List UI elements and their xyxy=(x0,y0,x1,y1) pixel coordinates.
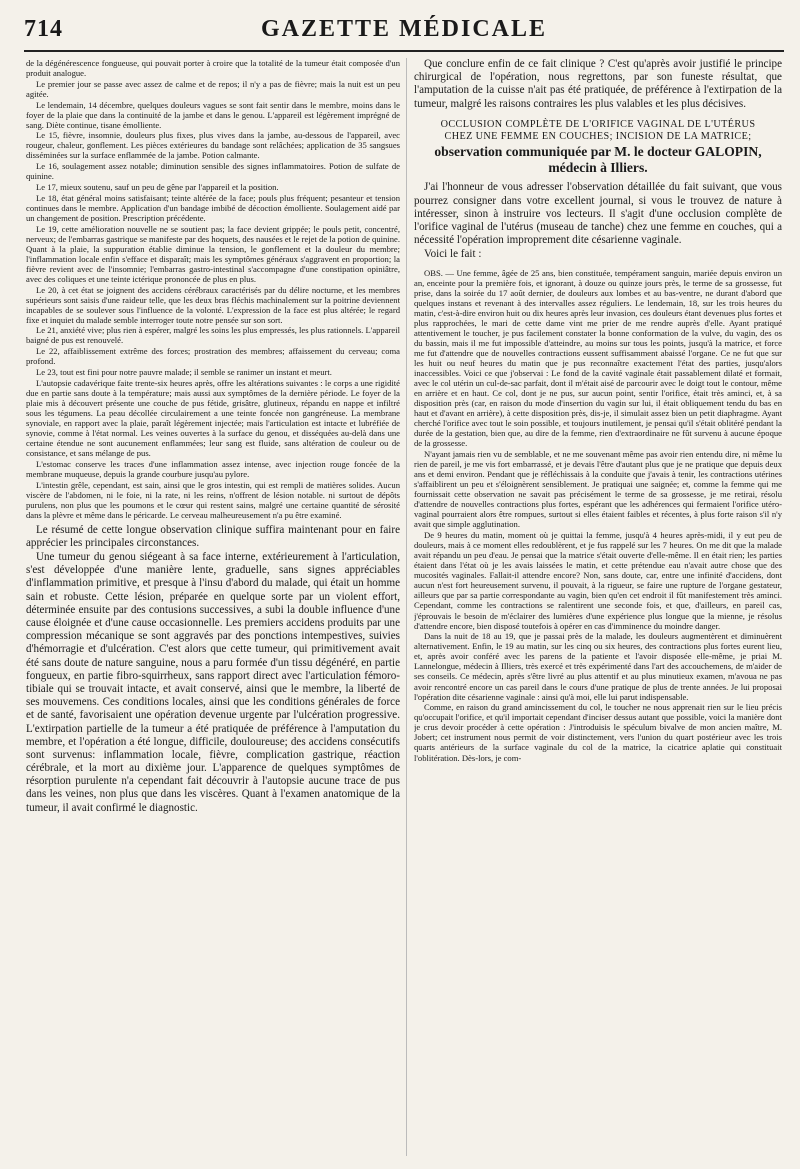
paragraph: Dans la nuit de 18 au 19, que je passai près de la malade, les douleurs augmentèrent et diminuèrent alternativement. Enfin, le 19 au matin, sur les cinq ou six heures, des contractions plus fortes eurent lieu, et, après avoir conféré avec les parens de la patiente et l'avoir disposée elle-même, je priai M. Lannelongue, médecin à Illiers, très exercé et très expérimenté dans l'art des accouchemens, de m'aider de ses conseils. Ce médecin, après s'être livré au plus attentif et au plus minutieux examen, m'avoua ne pas avoir rencontré encore un cas pareil dans le cours d'une pratique de plus de trente années. Je lui proposai l'opération dite césarienne vaginale : ainsi qu'à moi, elle lui parut indispensable. xyxy=(414,631,782,702)
paragraph: L'estomac conserve les traces d'une inflammation assez intense, avec injection rouge foncée de la membrane muqueuse, depuis la grande courbure jusqu'au pylore. xyxy=(26,458,400,479)
paragraph: De 9 heures du matin, moment où je quittai la femme, jusqu'à 4 heures après-midi, il y eut peu de douleurs, mais à ce moment elles redoublèrent, et je fus rappelé sur les 7 heures. On me dit que la malade avait répandu un peu d'eau. Je pensai que la matrice s'était ouverte d'elle-même. Il en était rien; les parties étaient dans l'état où je les avais laissées le matin, et cette prétendue eau n'avait autre chose que des mucosités vaginales. Fallait-il attendre encore? Non, sans doute, car, entre une infinité d'accidens, dont aucun n'est fort heureusement survenu, il pouvait, à la rigueur, se faire une rupture de l'organe gestateur, ailleurs que par sa partie correspondante au vagin, bien qu'en cet endroit il fût manifestement très aminci. Cependant, comme les contractions se ralentirent une seconde fois, et que, d'ailleurs, en pareil cas, j'éprouvais le besoin de m'éclairer des lumières d'une expérience plus longue que la mienne, je résolus d'attendre encore, bien disposé toutefois à opérer en cas d'imminence du moindre danger. xyxy=(414,530,782,631)
article-title-line: CHEZ UNE FEMME EN COUCHES; INCISION DE LA MATRICE; xyxy=(444,130,752,142)
observation-section xyxy=(414,268,782,763)
right-column xyxy=(414,58,782,1156)
article-title xyxy=(414,119,782,176)
left-column xyxy=(26,58,400,1156)
paragraph: Le 23, tout est fini pour notre pauvre malade; il semble se ranimer un instant et meurt. xyxy=(36,366,332,377)
page-header xyxy=(24,14,784,52)
summary-section xyxy=(26,524,400,815)
letter-section xyxy=(414,181,782,261)
journal-title: GAZETTE MÉDICALE xyxy=(260,16,548,42)
paragraph: Le 16, soulagement assez notable; diminution sensible des signes inflammatoires. Potion de sulfate de quinine. xyxy=(26,161,400,182)
article-title-line: OCCLUSION COMPLÈTE DE L'ORIFICE VAGINAL DE L'UTÉRUS xyxy=(440,118,756,130)
paragraph: Le 18, état général moins satisfaisant; teinte altérée de la face; pouls plus fréquent; pesanteur et tension continues dans le membre. Application d'un bandage imbibé de décoction émolliente. Soulagement aidé par un changement de position. Prescription précédente. xyxy=(26,192,400,223)
paragraph: Le 17, mieux soutenu, sauf un peu de gêne par l'appareil et la position. xyxy=(36,182,279,192)
paragraph: Une tumeur du genou siégeant à sa face interne, extérieurement à l'articulation, s'est développée d'une manière lente, graduelle, sans signes appréciables d'inflammation primitive, et presque à l'insu d'abord du malade, qui était un homme sain et robuste. Cette lésion, préparée en quelque sorte par un violent effort, déterminée ensuite par des contusions successives, a subi la double influence d'une cause éloignée et d'une cause occasionnelle. Les premiers accidens produits par une compression mécanique se sont aggravés par des ponctions intempestives, suivies d'hémorragie et d'ulcération. C'est alors que cette tumeur, qui primitivement avait été sans doute de nature sanguine, nous a paru formée d'un tissu dégénéré, en partie fongueux, en partie fibro-squirrheux, sans rapport direct avec l'articulation fémoro-tibiale qui se trouvait intacte, et avait conservé, ainsi que le membre, la liberté de ses mouvemens. Ces conditions locales, ainsi que les conditions générales de force et de santé, favorisaient une opération devenue urgente par l'ulcération progressive. L'extirpation partielle de la tumeur a été pratiquée de préférence à l'amputation du membre, et l'opération a été longue, difficile, douloureuse; des accidens consécutifs sont survenus: inflammation locale, fièvre, complication gastrique, réaction cérébrale, et la mort au dixième jour. L'apparence de quelques symptômes de résorption purulente n'a cependant fait découvrir à l'autopsie aucune trace de pus dans les veines, non plus que dans les viscères. Quant à l'examen anatomique de la tumeur, il avait confirmé le diagnostic. xyxy=(26,551,400,814)
paragraph: Le 20, à cet état se joignent des accidens cérébraux caractérisés par du délire nocturne, et les membres supérieurs sont saisis d'une raideur telle, que les deux bras fléchis machinalement sur la poitrine deviennent incapables de se soulever sous l'influence de la volonté. L'expression de la face est plus altérée; le regard fixe et inquiet du malade semble interroger toute notre pensée sur son sort. xyxy=(26,284,400,325)
observation-continuation xyxy=(26,58,400,520)
paragraph: N'ayant jamais rien vu de semblable, et ne me souvenant même pas avoir rien entendu dire, ni même lu rien de pareil, je me vis fort embarrassé, et je devais l'être d'autant plus que je ne pratique que depuis deux ans et demi environ. Pendant que je réfléchissais à la conduite que j'avais à tenir, les contractions utérines s'affaiblirent un peu et s'éloignèrent sensiblement. Je pratiquai une saignée; et, comme la femme qui me fournissait cette observation ne savait pas précisément le terme de sa grossesse, je me retirai, résolu d'attendre de nouvelles contractions plus fortes, espérant que les adhérences qui fermaient l'orifice utéro-vaginal pourraient alors être rompues, surtout si elles étaient faibles et récentes, à plus forte raison s'il n'y avait que simple agglutination. xyxy=(414,449,782,530)
paragraph: Le 21, anxiété vive; plus rien à espérer, malgré les soins les plus empressés, les plus rationnels. L'appareil baigné de pus est renouvelé. xyxy=(26,325,400,346)
paragraph: Comme, en raison du grand amincissement du col, le toucher ne nous apprenait rien sur le lieu précis qu'occupait l'orifice, et qu'il importait cependant d'inciser dessus autant que possible, voici la manière dont je crus devoir procéder à cette opération : J'introduisis le spéculum bivalve de mon ancien maître, M. Jobert; cet instrument nous permit de voir distinctement, vers l'union du quart postérieur avec les trois quarts antérieurs de la surface vaginale du col de la matrice, la cicatrice aplatie qui constituait l'oblitération. Dès-lors, je com- xyxy=(414,702,782,763)
paragraph: Le 22, affaiblissement extrême des forces; prostration des membres; affaissement du cerveau; coma profond. xyxy=(26,346,400,367)
paragraph: Voici le fait : xyxy=(424,248,482,261)
page-number: 714 xyxy=(24,16,63,42)
paragraph: Le résumé de cette longue observation clinique suffira maintenant pour en faire apprécier les principales circonstances. xyxy=(26,523,400,549)
paragraph: Le lendemain, 14 décembre, quelques douleurs vagues se sont fait sentir dans le membre, moins dans le foyer de la plaie que dans la continuité de la jambe et dans le genou. L'appareil est légèrement imprégné de sang. Diète continue, tisane émolliente. xyxy=(26,99,400,130)
conclusion-section xyxy=(414,58,782,111)
paragraph: de la dégénérescence fongueuse, qui pouvait porter à croire que la totalité de la tumeur était composée d'un produit analogue. xyxy=(26,58,400,79)
paragraph: Que conclure enfin de ce fait clinique ? C'est qu'après avoir justifié le principe chirurgical de l'opération, nous regrettons, par son funeste résultat, que l'amputation de la cuisse n'ait pas été pratiquée, de préférence à l'extirpation de la tumeur, malgré les raisons contraires les plus valables et les plus décisives. xyxy=(414,58,782,110)
paragraph: Le premier jour se passe avec assez de calme et de repos; il n'y a pas de fièvre; mais la nuit est un peu agitée. xyxy=(26,78,400,99)
article-byline: observation communiquée par M. le docteur GALOPIN, médecin à Illiers. xyxy=(434,143,762,175)
paragraph: L'intestin grêle, cependant, est sain, ainsi que le gros intestin, qui est rempli de matières solides. Aucun viscère de l'abdomen, ni le foie, ni la rate, ni les reins, n'offrent de lésion notable. ni surtout de dépôts purulens, non plus que les poumons et le cœur qui restent sains, malgré une certaine quantité de sérosité dans la plèvre et même dans le péricarde. Le cerveau malheureusement n'a pu être examiné. xyxy=(26,479,400,520)
paragraph: Le 15, fièvre, insomnie, douleurs plus fixes, plus vives dans la jambe, au-dessous de l'appareil, avec rougeur, chaleur, gonflement. Les pièces extérieures du bandage sont relâchées; application de 35 sangsues disséminées sur la surface enflammée de la jambe. Potion calmante. xyxy=(26,130,400,161)
paragraph: OBS. — Une femme, âgée de 25 ans, bien constituée, tempérament sanguin, mariée depuis environ un an, enceinte pour la première fois, et ignorant, à douze ou quinze jours près, le terme de sa grossesse, fut prise, dans la soirée du 17 août dernier, de douleurs aux lombes et au bas-ventre, ne durant d'abord que quelques instans et revenant à des intervalles assez réguliers. Le lendemain, 18, sur les trois heures du matin, c'est-à-dire environ huit ou dix heures après leur invasion, ces douleurs étant devenues plus fortes et plus rapprochées, le mari de cette dame vint me prier de me rendre auprès d'elle. Ayant pratiqué attentivement le toucher, je pus facilement constater la bonne conformation de la vulve, du vagin, des os du bassin, mais il me fut impossible d'atteindre, au moins sur tous les points, jusqu'à la matrice, et force me fut d'attendre que de nouvelles contractions eussent suffisamment abaissé l'organe. Ce ne fut que sur les huit ou neuf heures du matin que je pus reconnaître exactement l'état des parties, jusqu'alors inaccessibles. Voici ce que j'observai : Le fond de la cavité vaginale était passablement dilaté et formait, avec le col utérin un cul-de-sac parfait, dont il m'était aisé de parcourir avec le doigt tout le contour, même en arrière et en haut. Ce col, dont je ne pus, sur aucun point, sentir l'orifice, était très aminci, et, à sa disposition près (car, en raison du mode d'insertion du vagin sur lui, il était obliquement tendu du bas en haut et d'avant en arrière), à cette disposition près, dis-je, il simulait assez bien un petit diaphragme. Ayant cherché l'orifice avec tout le soin possible, et toujours inutilement, je pensai qu'il s'était oblitéré pendant la durée de la gestation, bien que, au dire de la femme, rien d'extraordinaire ne fût survenu à aucune époque de la grossesse. xyxy=(414,267,782,449)
paragraph: Le 19, cette amélioration nouvelle ne se soutient pas; la face devient grippée; le pouls petit, concentré, nerveux; de l'embarras gastrique se manifeste par des hoquets, des nausées et le rejet de la potion de quinine. Quant à la plaie, la suppuration établie diminue la tension, le gonflement et la douleur du membre; l'inflammation locale enfin s'efface et disparaît; mais les symptômes généraux s'aggravent en proportion; la fièvre revient avec de l'insomnie; l'embarras gastro-intestinal s'accompagne d'une constipation opiniâtre, avec des coliques et une teinte ictérique prononcée de plus en plus. xyxy=(26,223,400,284)
paragraph: L'autopsie cadavérique faite trente-six heures après, offre les altérations suivantes : le corps a une rigidité due en partie sans doute à la température; mais aussi aux symptômes de la dernière période. Le foyer de la plaie mis à découvert présente une couche de pus fétide, grisâtre, glutineux, répandu en nappe et infiltré sous les tégumens. La peau décollée circulairement a une teinte foncée non gangréneuse. La membrane synoviale, en rapport avec la plaie, paraît légèrement injectée; mais l'articulation est intacte et lubréfiée de synovie, comme à l'état normal. Les veines ouvertes à la surface du genou, et disséquées au-delà dans une certaine étendue ne sont aucunement enflammées; leur sang est fluide, sans altération de couleur ou de consistance, et sans mélange de pus. xyxy=(26,377,400,459)
paragraph: J'ai l'honneur de vous adresser l'observation détaillée du fait suivant, que vous pourrez consigner dans votre excellent journal, si vous le trouvez de nature à intéresser, sinon à instruire vos lecteurs. Il s'agit d'une occlusion complète de l'orifice vaginal de l'utérus (museau de tanche) chez une femme en couches, qui a nécessité l'opération improprement dite césarienne vaginale. xyxy=(414,181,782,247)
column-divider xyxy=(406,58,407,1156)
